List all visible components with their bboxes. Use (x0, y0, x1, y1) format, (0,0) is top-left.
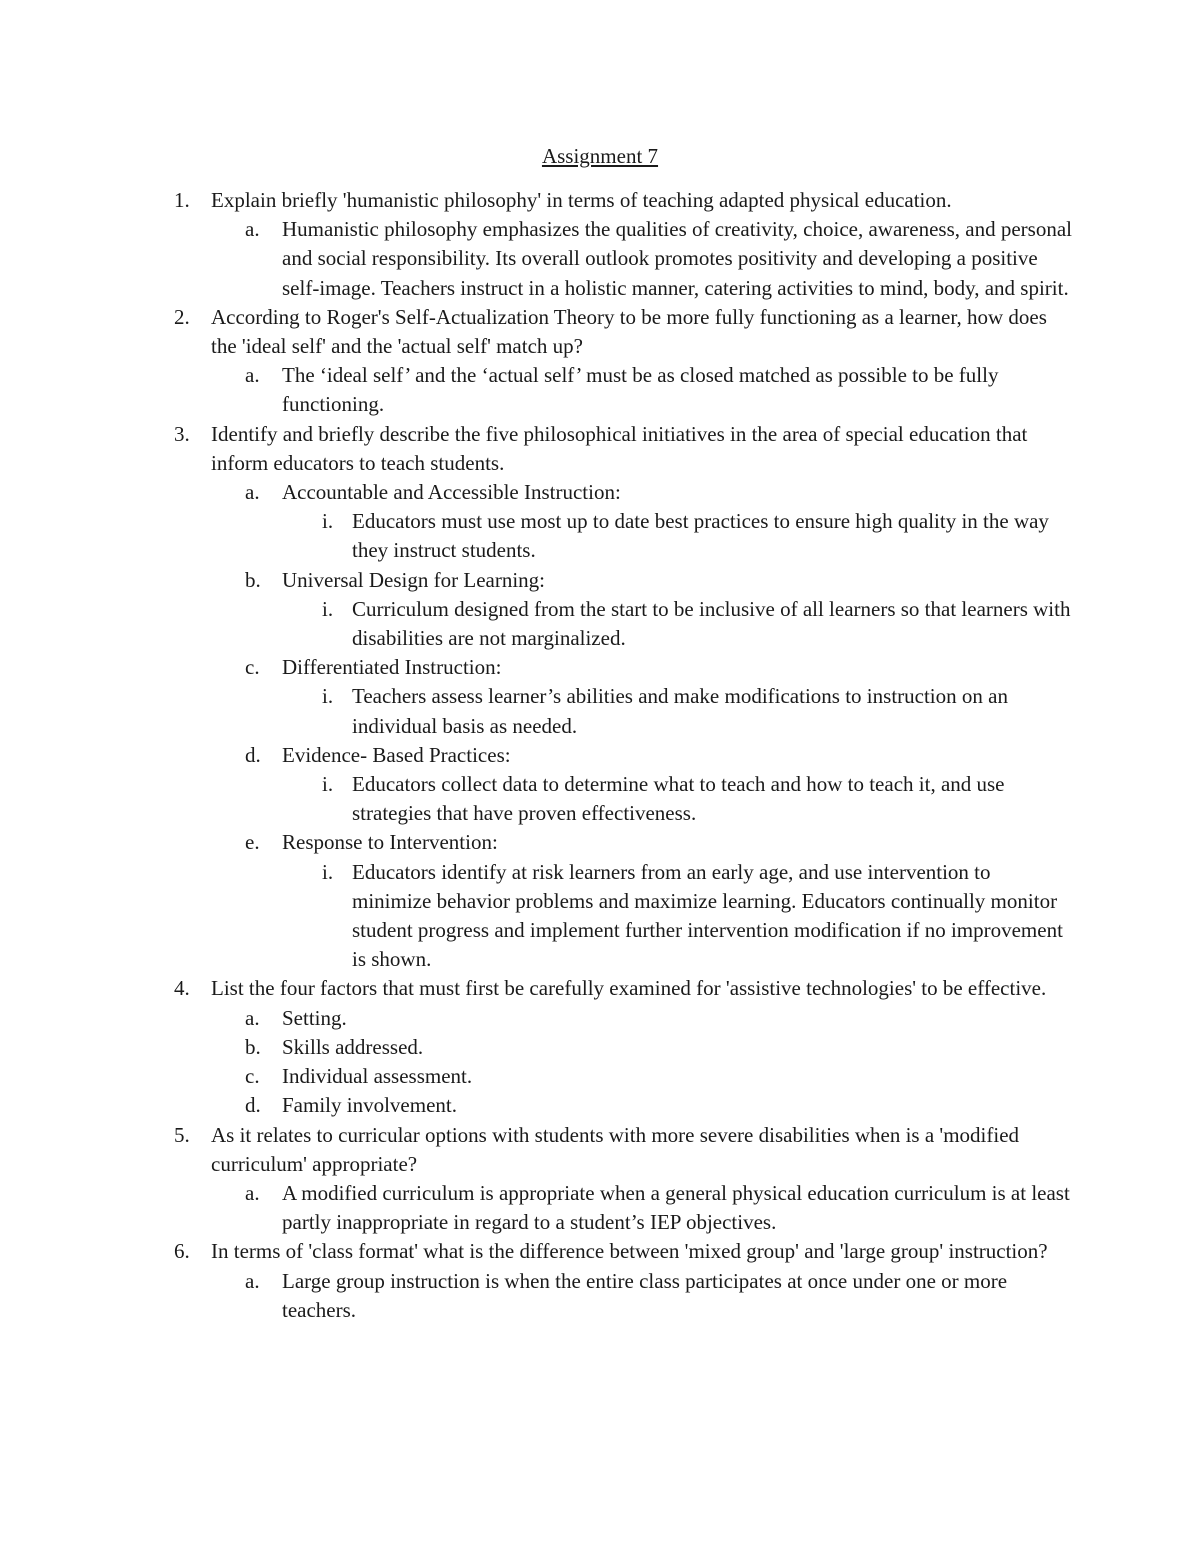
answer-item (0, 1179, 1200, 1237)
answer-item-text: Large group instruction is when the entire class participates at once under one or more teachers. (282, 1268, 1008, 1322)
question-item-text: As it relates to curricular options with students with more severe disabilities when is a 'modified curriculum' appropriate? (211, 1122, 1020, 1176)
answer-item-text: Differentiated Instruction: (282, 655, 502, 680)
question-item-text: In terms of 'class format' what is the difference between 'mixed group' and 'large group' instruction? (211, 1239, 1048, 1264)
answer-item-marker: e. (245, 830, 260, 855)
question-item-marker: 1. (174, 188, 190, 212)
question-item (0, 974, 1200, 1003)
question-list (0, 186, 1200, 1325)
answer-detail (0, 858, 1200, 975)
answer-item (0, 566, 1200, 595)
answer-item-marker: c. (245, 655, 260, 680)
answer-item-marker: c. (245, 1064, 260, 1089)
answer-detail-text: Educators must use most up to date best practices to ensure high quality in the way they instruct students. (352, 509, 1049, 563)
answer-detail-marker: i. (322, 596, 334, 621)
question-item (0, 1121, 1200, 1179)
answer-item-marker: a. (245, 1268, 260, 1293)
answer-detail-text: Teachers assess learner’s abilities and make modifications to instruction on an individual basis as needed. (352, 684, 1008, 738)
answer-item (0, 653, 1200, 682)
answer-item-text: Family involvement. (282, 1093, 457, 1118)
question-item-text: Explain briefly 'humanistic philosophy' in terms of teaching adapted physical education. (211, 188, 952, 212)
question-item-text: Identify and briefly describe the five philosophical initiatives in the area of special education that inform educators to teach students. (211, 421, 1028, 475)
question-item-marker: 5. (174, 1122, 190, 1147)
answer-item-text: Accountable and Accessible Instruction: (282, 480, 621, 505)
answer-item-text: Skills addressed. (282, 1034, 424, 1059)
answer-item-text: Evidence- Based Practices: (282, 742, 511, 767)
answer-item (0, 215, 1200, 303)
answer-item-marker: a. (245, 480, 260, 505)
answer-item (0, 741, 1200, 770)
answer-item (0, 828, 1200, 857)
question-item-marker: 6. (174, 1239, 190, 1264)
answer-item-text: Universal Design for Learning: (282, 567, 546, 592)
answer-detail-marker: i. (322, 859, 334, 884)
answer-item (0, 1091, 1200, 1120)
question-item-marker: 4. (174, 976, 190, 1001)
answer-item (0, 1004, 1200, 1033)
answer-detail-marker: i. (322, 509, 334, 534)
question-item (0, 420, 1200, 478)
question-item (0, 186, 1200, 215)
question-item (0, 1237, 1200, 1266)
question-item (0, 303, 1200, 361)
answer-detail (0, 507, 1200, 565)
answer-item-text: A modified curriculum is appropriate when a general physical education curriculum is at least partly inappropriate in regard to a student’s IEP objectives. (282, 1180, 1070, 1235)
answer-item-marker: b. (245, 1034, 261, 1059)
page-title: Assignment 7 (541, 144, 659, 168)
answer-item (0, 1033, 1200, 1062)
answer-item-marker: a. (245, 217, 260, 242)
answer-item-text: Response to Intervention: (282, 830, 498, 855)
answer-item-text: Individual assessment. (282, 1064, 473, 1089)
answer-detail-text: Educators collect data to determine what to teach and how to teach it, and use strategies that have proven effectiveness. (352, 772, 1005, 826)
answer-detail-text: Educators identify at risk learners from an early age, and use intervention to minimize behavior problems and maximize learning. Educators continually monitor student progress and implement further intervention modification if no improvement is shown. (352, 859, 1063, 972)
answer-item-marker: b. (245, 567, 261, 592)
answer-item (0, 478, 1200, 507)
question-item-text: List the four factors that must first be carefully examined for 'assistive technologies' to be effective. (211, 976, 1047, 1001)
answer-detail-marker: i. (322, 684, 334, 709)
answer-item-marker: a. (245, 363, 260, 388)
answer-item-text: The ‘ideal self’ and the ‘actual self’ must be as closed matched as possible to be fully functioning. (282, 363, 999, 417)
answer-item (0, 1267, 1200, 1325)
answer-item-marker: a. (245, 1005, 260, 1030)
answer-item-text: Humanistic philosophy emphasizes the qualities of creativity, choice, awareness, and personal and social responsibility. Its overall outlook promotes positivity and developing a positive self-image. Teachers instruct in a holistic manner, catering activities to mind, body, and spirit. (282, 217, 1072, 300)
answer-item-marker: d. (245, 1093, 261, 1118)
answer-detail-text: Curriculum designed from the start to be inclusive of all learners so that learners with disabilities are not marginalized. (352, 596, 1071, 651)
answer-detail (0, 595, 1200, 653)
answer-item-marker: a. (245, 1180, 260, 1205)
question-item-marker: 2. (174, 304, 190, 329)
answer-item-text: Setting. (282, 1005, 347, 1030)
question-item-text: According to Roger's Self-Actualization Theory to be more fully functioning as a learner, how does the 'ideal self' and the 'actual self' match up? (211, 304, 1047, 359)
answer-detail (0, 682, 1200, 740)
question-item-marker: 3. (174, 421, 190, 446)
answer-detail-marker: i. (322, 772, 334, 797)
answer-item-marker: d. (245, 742, 261, 767)
answer-detail (0, 770, 1200, 828)
answer-item (0, 1062, 1200, 1091)
answer-item (0, 361, 1200, 419)
